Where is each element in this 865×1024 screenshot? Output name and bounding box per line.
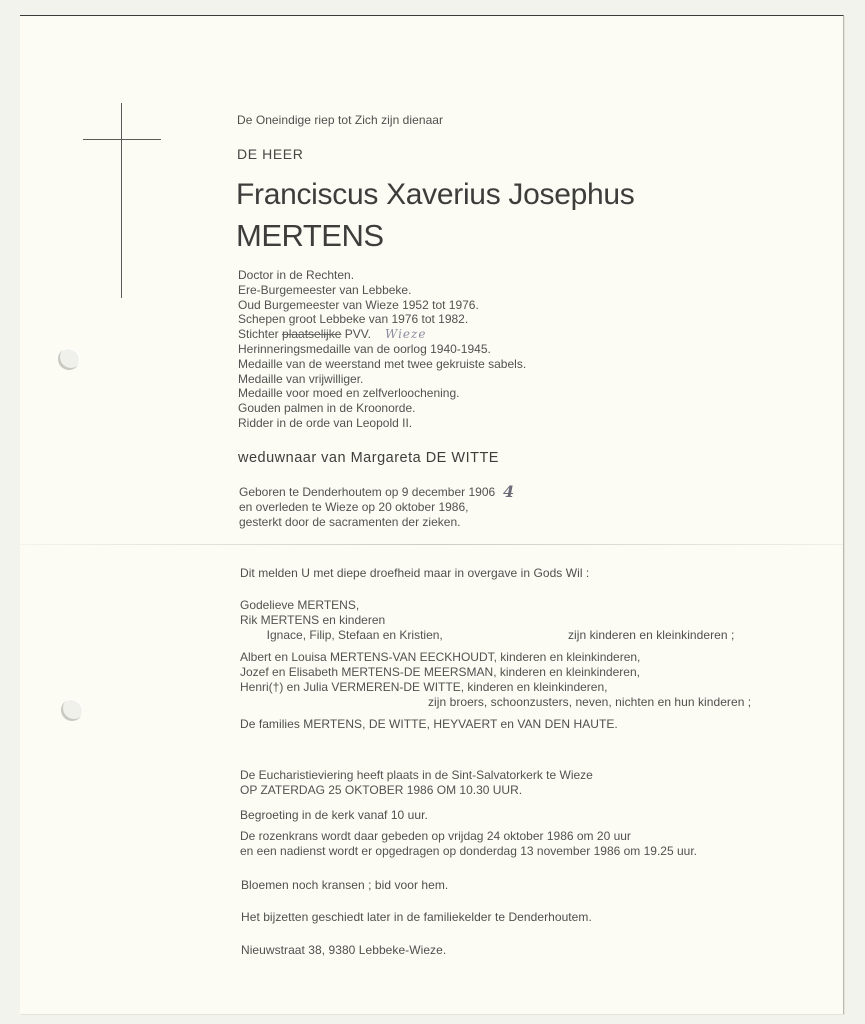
title-item: Oud Burgemeester van Wieze 1952 tot 1976. (238, 297, 479, 312)
burial-line: Het bijzetten geschiedt later in de familiekelder te Denderhoutem. (241, 910, 592, 924)
title-item: Gouden palmen in de Kroonorde. (238, 401, 416, 416)
title-item: Schepen groot Lebbeke van 1976 tot 1982. (238, 312, 469, 327)
founder-prefix: Stichter (238, 327, 283, 342)
title-item: Medaille voor moed en zelfverloochening. (238, 386, 460, 401)
title-item: Medaille van de weerstand met twee gekruiste sabels. (238, 356, 527, 371)
cross-icon-horizontal (83, 139, 161, 140)
salutation: DE HEER (237, 146, 304, 162)
sibling-line: Henri(†) en Julia VERMEREN-DE WITTE, kinderen en kleinkinderen, (240, 680, 608, 694)
handwritten-correction: 4 (503, 482, 515, 501)
children-relation: zijn kinderen en kleinkinderen ; (568, 628, 735, 642)
sibling-line: Jozef en Elisabeth MERTENS-DE MEERSMAN, kinderen en kleinkinderen, (240, 665, 640, 679)
families-line: De families MERTENS, DE WITTE, HEYVAERT en VAN DEN HAUTE. (240, 717, 618, 731)
sibling-line: Albert en Louisa MERTENS-VAN EECKHOUDT, kinderen en kleinkinderen, (240, 650, 641, 664)
siblings-relation: zijn broers, schoonzusters, neven, nichten en hun kinderen ; (428, 695, 752, 709)
title-item: Ere-Burgemeester van Lebbeke. (238, 282, 412, 297)
requiem-line: en een nadienst wordt er opgedragen op donderdag 13 november 1986 om 19.25 uur. (240, 844, 698, 858)
child-line: Rik MERTENS en kinderen (240, 613, 386, 627)
service-line: De Eucharistieviering heeft plaats in de Sint-Salvatorkerk te Wieze (240, 768, 593, 782)
flowers-line: Bloemen noch kransen ; bid voor hem. (241, 878, 449, 892)
death-line: en overleden te Wieze op 20 oktober 1986, (239, 500, 469, 514)
birth-line: Geboren te Denderhoutem op 9 december 1906 (239, 485, 496, 499)
announcement: Dit melden U met diepe droefheid maar in overgave in Gods Wil : (240, 566, 590, 580)
intro-text: De Oneindige riep tot Zich zijn dienaar (237, 113, 444, 127)
child-line: Godelieve MERTENS, (240, 598, 360, 612)
widower-line: weduwnaar van Margareta DE WITTE (238, 450, 499, 466)
deceased-first-names: Franciscus Xaverius Josephus (236, 178, 635, 211)
handwritten-annotation: Wieze (384, 327, 427, 342)
titles-list (238, 268, 526, 431)
title-item: Medaille van vrijwilliger. (238, 371, 364, 386)
rosary-line: De rozenkrans wordt daar gebeden op vrijdag 24 oktober 1986 om 20 uur (240, 829, 631, 843)
title-item: Doctor in de Rechten. (238, 268, 355, 282)
title-item: Ridder in de orde van Leopold II. (238, 415, 413, 430)
deceased-last-name: MERTENS (236, 218, 384, 253)
service-date-line: OP ZATERDAG 25 OKTOBER 1986 OM 10.30 UUR. (240, 783, 523, 797)
siblings-block (240, 650, 640, 695)
cross-icon-vertical (121, 103, 122, 298)
rosary-block (240, 829, 697, 859)
punch-hole-top (58, 348, 80, 370)
title-item-founder (238, 327, 526, 342)
service-block (240, 768, 593, 798)
children-block (240, 598, 443, 643)
title-item: Herinneringsmedaille van de oorlog 1940-1945. (238, 341, 491, 356)
fold-line (20, 544, 843, 545)
founder-suffix: PVV. (341, 327, 371, 342)
struck-word: plaatselijke (282, 327, 342, 342)
grandchildren-line: Ignace, Filip, Stefaan en Kristien, (240, 628, 443, 642)
greeting-line: Begroeting in de kerk vanaf 10 uur. (240, 808, 428, 822)
birth-death-block (239, 485, 495, 530)
address-line: Nieuwstraat 38, 9380 Lebbeke-Wieze. (241, 943, 447, 957)
sacraments-line: gesterkt door de sacramenten der zieken. (239, 515, 461, 529)
punch-hole-bottom (61, 699, 83, 721)
